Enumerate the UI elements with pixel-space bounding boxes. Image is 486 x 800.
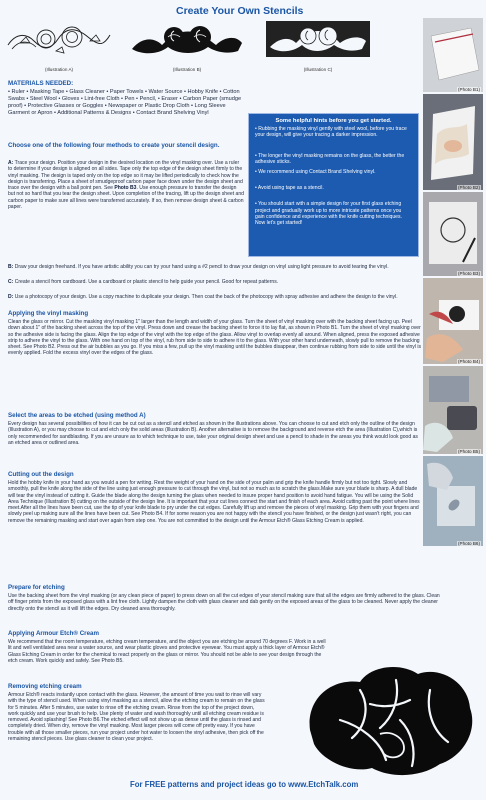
photo-b6 — [423, 456, 483, 546]
illustration-b-caption: (Illustration B) — [172, 67, 202, 72]
footer-link-text[interactable]: For FREE patterns and project ideas go to www.EtchTalk.com — [130, 780, 359, 789]
cutting-text: Hold the hobby knife in your hand as you would a pen for writing. Rest the weight of your hand on the side of your palm and grip the knife handle firmly but not too tight. Slowly and smoothly, pull the knife along the side of the line using just enough pressure to cut through the vinyl, but not so much as to scratch the glass.Make sure your blade is sharp. A dull blade will tear the vinyl instead of cutting it. Guide the blade along the design turning the glass when needed to insure proper hand position to avoid hand fatigue. You will be using the Solid Area Technique (Illustration B) cutting on the outside of the design line. It is important that your cut lines connect the start and finish of each area. Avoid cutting past the point where lines meet.After all the lines have been cut, use the tip of your knife blade to pry under the cut edges. Carefully lift up and remove the pieces of vinyl masking. Grip them with your fingers and slowly peel up making sure all the lines have been cut. See Photo B4. If for some reason you are not happy with the stencil you have finished, or the design just wasn't right, you can remove the remaining masking and start over again from step one. You are not committed to the design until the Armour Etch® Glass Etching Cream is applied. — [8, 480, 420, 524]
cutting-heading: Cutting out the design — [8, 471, 74, 478]
photo-b5-caption: (Photo B5) — [458, 449, 480, 454]
photo-b4-caption: (Photo B4) — [458, 359, 480, 364]
page-title: Create Your Own Stencils — [176, 5, 304, 17]
removing-heading: Removing etching cream — [8, 683, 82, 690]
method-d-label: D: — [8, 294, 14, 300]
prepare-text: Use the backing sheet from the vinyl masking (or any clean piece of paper) to press down on all the cut edges of your stencil making sure that all the edges are firmly adhered to the glass. Clean off finger prints from the exposed glass with a lint free cloth. Lightly dampen the cloth with glass cleaner and dab gently on the exposed areas of the glass to be cleaned. Never apply the cleaner directly onto the stencil as it will lift the edges. Dry cleaned area thoroughly. — [8, 593, 440, 612]
select-areas-text: Every design has several possibilities of how it can be cut out as a stencil and etched as shown in the illustrations above. You can choose to cut and etch only the outline of the design (Illustration A), or you may choose to cut and etch only the solid areas (Illustration B). Another alternative is to remove the background and reverse etch the area (Illustration C),which is only recommended for sandblasting. If you are unsure as to which technique to use, take your original design sheet and use a pencil to shade in the areas you think would look good as an etched area or outlined area. — [8, 421, 418, 446]
method-b-label: B: — [8, 264, 14, 270]
illustration-a-caption: (Illustration A) — [44, 67, 74, 72]
materials-heading: MATERIALS NEEDED: — [8, 80, 74, 87]
rose-decoration-icon — [300, 660, 480, 778]
illustration-a — [4, 16, 114, 70]
hint-item: • The longer the vinyl masking remains on the glass, the better the adhesive sticks. — [255, 152, 405, 165]
photo-b3-ref: Photo B3 — [114, 185, 137, 192]
method-d — [8, 294, 422, 300]
hint-item: • You should start with a simple design for your first glass etching project and gradually work up to more intricate patterns once you gain confidence and experience with the knife cutting techniques. Now let's get started! — [255, 201, 402, 227]
method-a-text: Trace your design. Position your design in the desired location on the vinyl masking over. Use a ruler to determine if your design is aligned on all sides. Tape only the top edge of the design sheet firmly to the vinyl masking. The design is taped only on the top edge so it may be lifted periodically to check how the design is transferring. Place a sheet of smudgeproof carbon paper face down under the design sheet and trace over the design with a ball point pen. See — [8, 160, 243, 192]
photo-b1-caption: (Photo B1) — [458, 87, 480, 92]
cutting-vinyl-photo-icon — [423, 278, 483, 364]
photo-b2 — [423, 94, 483, 190]
method-a-label: A: — [8, 160, 14, 166]
helpful-hints-box — [248, 113, 419, 257]
method-d-text: Use a photocopy of your design. Use a copy machine to duplicate your design. Then coat the back of the photocopy with spray adhesive and adhere the design to the vinyl. — [13, 294, 398, 300]
photo-b4 — [423, 278, 483, 364]
method-a-text-2: . Use enough pressure to transfer the design but not so hard that you tear the design sheet. Upon completion of the tracing, lift up the design sheet and carbon paper to make sure all lines were transferred accurately. If so, then remove design sheet & carbon paper. — [8, 185, 244, 211]
photo-b3 — [423, 192, 483, 276]
photo-b6-caption: (Photo B6) — [458, 541, 480, 546]
rose-reverse-icon — [264, 19, 372, 61]
rose-solid-icon — [128, 19, 246, 61]
select-areas-heading: Select the areas to be etched (using method A) — [8, 412, 146, 419]
illustration-c-caption: (Illustration C) — [303, 67, 333, 72]
tracing-design-photo-icon — [423, 192, 483, 276]
prepare-heading: Prepare for etching — [8, 584, 65, 591]
illustration-b — [126, 16, 248, 70]
method-a — [8, 160, 244, 210]
hints-title: Some helpful hints before you get started. — [275, 118, 392, 124]
photo-b2-caption: (Photo B2) — [458, 185, 480, 190]
applying-cream-heading: Applying Armour Etch® Cream — [8, 630, 99, 637]
removing-text: Armour Etch® reacts instantly upon contact with the glass. However, the amount of time you wait to rinse will vary with the type of stencil used. When using vinyl masking as a stencil, allow the etching cream to remain on the glass for 5 minutes. After 5 minutes, use water to rinse off the etching cream. Rinse from the top of the project down, work quickly and use your brush to help. Use plenty of water and wash thoroughly until all etching cream residue is removed. Avoid splashing! See Photo B6.The etched effect will not show up as dense until the glass is rinsed and completely dried. When dry, remove the vinyl masking. Most larger pieces will come off pretty easy. If you have trouble with all those smaller pieces, run your project under hot water to loosen the vinyl adhesive, then pick off the remaining stencil pieces. Use glass cleaner to clean your project. — [8, 692, 265, 743]
applying-vinyl-text: Clean the glass or mirror. Cut the masking vinyl masking 1" larger than the length and width of your glass. Turn the sheet of vinyl masking over with the backing sheet facing up. Peel down about 1" of the backing sheet across the top of the vinyl. Press down and crease the backing sheet to force it to lay flat, as shown in Photo B1. Turn the sheet of vinyl masking over so the adhesive side is facing the glass. Align the top edge of the vinyl with the top edge of the glass. Allow vinyl to overlap evenly all around. When aligned, press the exposed adhesive strip to adhere the vinyl to the glass. With one hand on top of the vinyl, rub from side to side to adhere it to the glass. With your other hand underneath, slowly pull to remove the backing sheet. See Photo B2. Press out the air bubbles as you go. If you miss a few, pull up the vinyl masking until the bubbles disappear, then continue rubbing from side to side until the vinyl is evenly applied. Fold the excess vinyl over the edges of the glass. — [8, 319, 421, 357]
method-c-text: Create a stencil from cardboard. Use a cardboard or plastic stencil to help guide your pencil. Good for repeat patterns. — [13, 279, 279, 285]
method-b-text: Draw your design freehand. If you have artistic ability you can try your hand using a #2 pencil to draw your design on vinyl using light pressure to avoid tearing the vinyl. — [13, 264, 389, 270]
rose-outline-icon — [6, 19, 112, 59]
illustration-c — [262, 16, 374, 70]
method-c — [8, 279, 422, 285]
hint-item: • Rubbing the masking vinyl gently with steel wool, before you trace your design, will give your tracing a darker impression. — [255, 126, 407, 139]
method-c-label: C: — [8, 279, 14, 285]
photo-b5 — [423, 366, 483, 454]
glass-sheet-photo-icon — [423, 18, 483, 92]
applying-cream-text: We recommend that the room temperature, etching cream temperature, and the object you are etching be around 70 degrees F. Work in a well lit and well ventilated area near a water source, and wear plastic gloves and protective eyewear. You must apply a thick layer of Armour Etch® Glass Etching Cream in order for the chemical to react properly on the glass or mirror. You should not be able to see your design through the etch cream. Work quickly and safely. See Photo B5. — [8, 639, 326, 664]
applying-cream-photo-icon — [423, 366, 483, 454]
rinsing-glass-photo-icon — [423, 456, 483, 546]
photo-b1 — [423, 18, 483, 92]
method-b — [8, 264, 422, 270]
hint-item: • Avoid using tape as a stencil. — [255, 185, 324, 192]
applying-vinyl-heading: Applying the vinyl masking — [8, 310, 89, 317]
hint-item: • We recommend using Contact Brand Shelving vinyl. — [255, 169, 376, 176]
peeling-backing-photo-icon — [423, 94, 483, 190]
materials-list: • Ruler • Masking Tape • Glass Cleaner • Paper Towels • Water Source • Hobby Knife • Cotton Swabs • Steel Wool • Gloves • Lint-free Cloth • Pen • Pencil, • Eraser • Carbon Paper (smudge proof) • Protective Glasses or Goggles • Newspaper or Plastic Drop Cloth • Long Sleeve Garment or Apron • Additional Patterns & Designs • Contact Brand Shelving Vinyl — [8, 89, 242, 116]
photo-b3-caption: (Photo B3) — [458, 271, 480, 276]
methods-heading: Choose one of the following four methods to create your stencil design. — [8, 142, 220, 149]
